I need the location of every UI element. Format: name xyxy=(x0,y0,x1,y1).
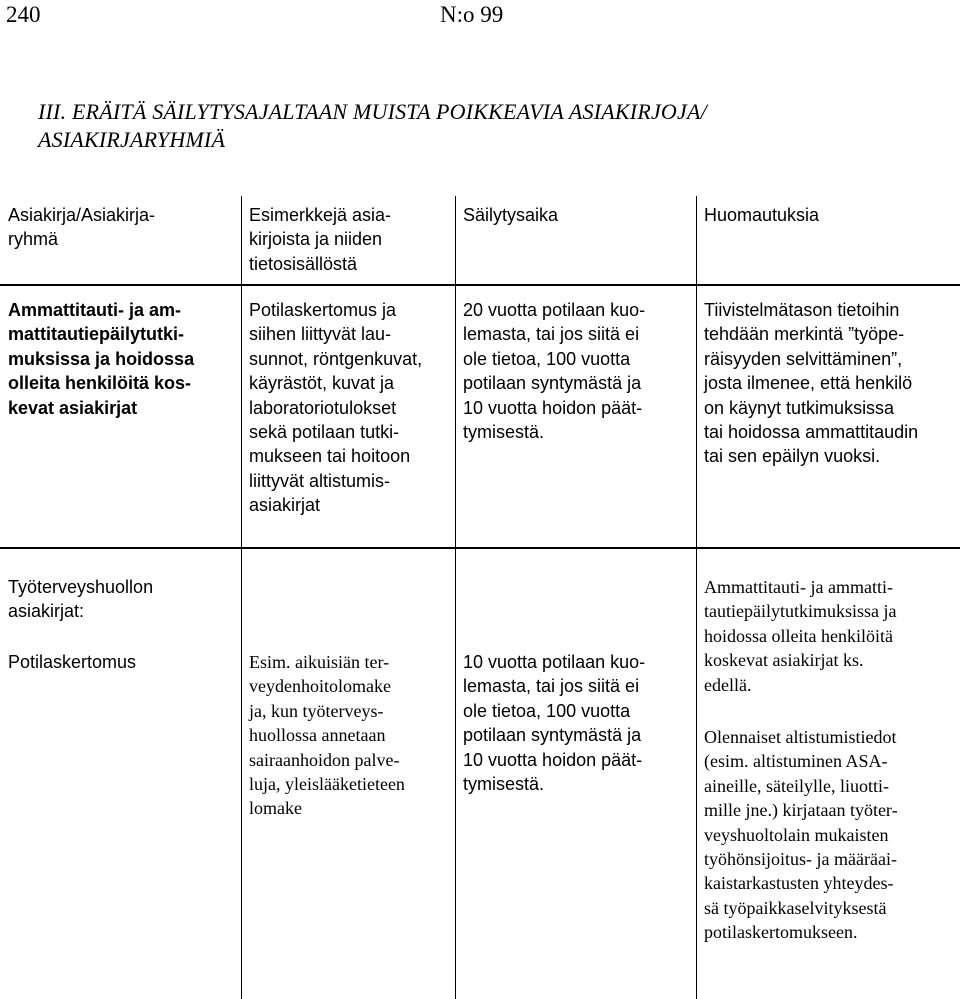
cell-line: kaistarkastusten yhteydes- xyxy=(704,873,894,894)
cell-line: luja, yleislääketieteen xyxy=(249,774,405,795)
cell-line: 10 vuotta potilaan kuo- xyxy=(463,652,646,672)
cell-line: Potilaskertomus ja xyxy=(249,300,397,320)
section-title-line-1: III. ERÄITÄ SÄILYTYSAJALTAAN MUISTA POIKKEAVIA ASIAKIRJOJA/ xyxy=(38,99,707,124)
row1-document-group xyxy=(8,298,194,420)
cell-line: tehdään merkintä ”työpe- xyxy=(704,324,905,345)
row2-examples xyxy=(249,650,405,821)
cell-line: lomake xyxy=(249,798,302,819)
row2-remarks-part2 xyxy=(704,725,898,945)
page-number: 240 xyxy=(6,2,41,27)
cell-line: sekä potilaan tutki- xyxy=(249,422,400,443)
header-remarks xyxy=(704,203,819,227)
cell-line: Ammattitauti- ja ammatti- xyxy=(704,577,893,597)
cell-line: 20 vuotta potilaan kuo- xyxy=(463,300,646,320)
row2-retention xyxy=(463,650,645,796)
cell-line: työhönsijoitus- ja määräai- xyxy=(704,849,897,870)
row2-remarks-part1 xyxy=(704,575,896,697)
cell-line: muksissa ja hoidossa xyxy=(8,348,195,369)
header-document-group xyxy=(8,203,155,252)
cell-line: olleita henkilöitä kos- xyxy=(8,373,192,394)
cell-line: käyrästöt, kuvat ja xyxy=(249,373,395,394)
cell-line: (esim. altistuminen ASA- xyxy=(704,751,888,772)
row2-document-group-heading xyxy=(8,575,153,624)
cell-line: hoidossa olleita henkilöitä xyxy=(704,625,893,646)
cell-line: tietosisällöstä xyxy=(249,253,358,274)
cell-line: räisyyden selvittäminen”, xyxy=(704,348,903,369)
cell-line: koskevat asiakirjat ks. xyxy=(704,650,864,671)
table-column-rule-3 xyxy=(696,196,697,999)
cell-line: edellä. xyxy=(704,674,752,695)
cell-line: veyshuoltolain mukaisten xyxy=(704,824,889,845)
cell-line: tai sen epäilyn vuoksi. xyxy=(704,446,881,467)
cell-line: tymisestä. xyxy=(463,774,545,795)
cell-line: kevat asiakirjat xyxy=(8,397,138,418)
cell-line: kirjoista ja niiden xyxy=(249,229,383,250)
row1-retention xyxy=(463,298,645,444)
cell-line: lemasta, tai jos siitä ei xyxy=(463,324,640,345)
cell-line: Säilytysaika xyxy=(463,205,559,225)
section-title xyxy=(38,98,918,154)
issue-number: N:o 99 xyxy=(440,2,504,27)
cell-line: sä työpaikkaselvityksestä xyxy=(704,897,887,918)
cell-line: tai hoidossa ammattitaudin xyxy=(704,422,919,443)
cell-line: Asiakirja/Asiakirja- xyxy=(8,205,156,225)
cell-line: 10 vuotta hoidon päät- xyxy=(463,749,643,770)
cell-line: sairaanhoidon palve- xyxy=(249,749,400,770)
cell-line: potilaskertomukseen. xyxy=(704,922,858,943)
cell-line: laboratoriotulokset xyxy=(249,397,397,418)
cell-line: lemasta, tai jos siitä ei xyxy=(463,676,640,697)
cell-line: liittyvät altistumis- xyxy=(249,470,391,491)
header-examples xyxy=(249,203,391,276)
cell-line: sunnot, röntgenkuvat, xyxy=(249,348,423,369)
cell-line: tymisestä. xyxy=(463,422,545,443)
cell-line: 10 vuotta hoidon päät- xyxy=(463,397,643,418)
cell-line: Esim. aikuisiän ter- xyxy=(249,652,390,672)
cell-line: Olennaiset altistumistiedot xyxy=(704,727,897,747)
section-title-line-2: ASIAKIRJARYHMIÄ xyxy=(38,127,226,152)
cell-line: josta ilmenee, että henkilö xyxy=(704,373,913,394)
table-column-rule-2 xyxy=(455,196,456,999)
cell-line: ryhmä xyxy=(8,229,59,250)
cell-line: Huomautuksia xyxy=(704,205,820,225)
row1-remarks xyxy=(704,298,918,469)
cell-line: Työterveyshuollon xyxy=(8,577,154,597)
cell-line: asiakirjat: xyxy=(8,601,85,622)
row2-document-item: Potilaskertomus xyxy=(8,652,137,672)
cell-line: on käynyt tutkimuksissa xyxy=(704,397,895,418)
cell-line: ja, kun työterveys- xyxy=(249,700,384,721)
cell-line: mattitautiepäilytutki- xyxy=(8,324,185,345)
table-divider-row xyxy=(0,547,960,549)
cell-line: Tiivistelmätason tietoihin xyxy=(704,300,900,320)
cell-line: ole tietoa, 100 vuotta xyxy=(463,700,631,721)
cell-line: potilaan syntymästä ja xyxy=(463,725,642,746)
cell-line: mukseen tai hoitoon xyxy=(249,446,411,467)
cell-line: tautiepäilytutkimuksissa ja xyxy=(704,601,897,622)
table-column-rule-1 xyxy=(241,196,242,999)
cell-line: Ammattitauti- ja am- xyxy=(8,300,182,320)
cell-line: huollossa annetaan xyxy=(249,725,386,746)
cell-line: asiakirjat xyxy=(249,495,321,516)
cell-line: aineille, säteilylle, liuotti- xyxy=(704,775,889,796)
cell-line: mille jne.) kirjataan työter- xyxy=(704,800,898,821)
cell-line: ole tietoa, 100 vuotta xyxy=(463,348,631,369)
cell-line: Esimerkkejä asia- xyxy=(249,205,392,225)
row1-examples xyxy=(249,298,422,518)
table-divider-header xyxy=(0,284,960,286)
cell-line: siihen liittyvät lau- xyxy=(249,324,392,345)
cell-line: potilaan syntymästä ja xyxy=(463,373,642,394)
cell-line: veydenhoitolomake xyxy=(249,676,391,697)
header-retention xyxy=(463,203,558,227)
